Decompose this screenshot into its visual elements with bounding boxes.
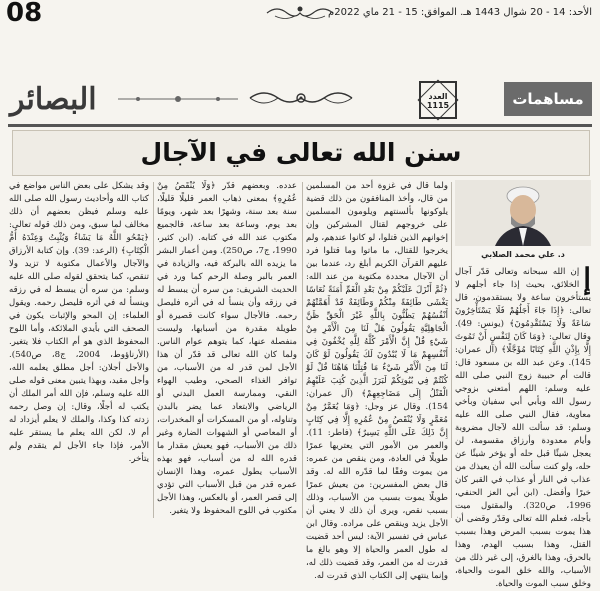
column-text: إن الله سبحانه وتعالى قدّر آجال الخلائق، بحيث إذا جاء أجلهم لا يستأخرون ساعة ولا يستقدمون، قال تعالى: ﴿إِذَا جَاءَ أَجَلُهُمْ فَلَا يَسْتَأْخِرُونَ سَاعَةً وَلَا يَسْتَقْدِمُونَ﴾ (يونس: 49). وقال تعالى: ﴿وَمَا كَانَ لِنَفْسٍ أَنْ تَمُوتَ إِلَّا بِإِذْنِ اللَّهِ كِتَابًا مُؤَجَّلًا﴾ (آل عمران: 145). وعن عبد الله بن مسعود قال: قالت أم حبيبة زوج النبي صلى الله عليه وسلم: اللهم أمتعني بزوجي رسول الله وبأبي أبي سفيان وبأخي معاوية، فقال النبي صلى الله عليه وسلم: قد سألت الله لآجال مضروبة وأيام معدودة وأرزاق مقسومة، لن يعجل شيئًا قبل حله أو يؤخر شيئًا عن حله، ولو كنت سألت الله أن يعيذك من عذاب في النار أو عذاب في القبر كان خيرًا وأفضل. (ابن أبي العز الحنفي، 1996، ص320). والمقتول ميت بأجله، فعلم الله تعالى وقدّر وقضى أن هذا يموت بسبب المرض وهذا بسبب القتل، وهذا بسبب الهدم، وهذا بالحرق، وهذا بالغرق، إلى غير ذلك من الأسباب، والله خلق الموت والحياة، وخلق سبب الموت والحياة. <box>455 267 591 589</box>
page-number: 08 <box>6 0 43 28</box>
issue-badge <box>414 80 462 120</box>
column-text: عدده. وبعضهم قدّر ﴿وَلَا يُنْقَصُ مِنْ عُمُرِهِ﴾ بمعنى ذهاب العمر قليلًا قليلًا، سنة بعد سنة، وشهرًا بعد شهر، ويومًا بعد يوم، وساعة بعد ساعة، فالجميع مكتوب عند الله في كتابه. (ابن كثير، 1990، ج7، ص250). ومن أعمار البشر ما يزيده الله بالبركة فيه، والزيادة في العمر بالبر وصلة الرحم كما ورد في الحديث الشريف: من سره أن يبسط له في رزقه وأن ينسأ له في أثره فليصل رحمه. فالأجال سواء كانت قصيرة أو طويلة مقدرة من أسبابها، وليست منفصلة عنها، كما يتوهم عوام الناس. ولما كان الله تعالى قد قدّر أن هذا الأجل لمن قدر له من الأسباب، من توافر الغذاء الصحي، وطيب الهواء النقي، وممارسة العمل البدني أو الرياضي والابتعاد عما يضر بالبدن وتناوله، أو من المسكرات أو المخدرات، أو المعاصي أو الشهوات الضارة وغير ذلك من الأسباب، فهو يعيش مقدار ما قدره الله له من أسباب، فهو بهذه الأسباب يطول عمره، وهذا الإنسان عمره قدر من قبل الأسباب التي تؤدي إلى قصر العمر، أو بالعكس، وهذا الأجل مكتوب في اللوح المحفوظ ولا يتغير. <box>157 181 297 516</box>
top-ornament-icon <box>265 4 335 22</box>
article-title: سنن الله تعالى في الآجال <box>140 138 462 167</box>
section-label: مساهمات <box>504 82 592 116</box>
article-column-4 <box>9 180 149 520</box>
article-column-2 <box>306 180 448 581</box>
column-divider <box>153 182 154 518</box>
headline-box <box>12 130 590 176</box>
center-ornament-icon <box>246 86 356 110</box>
column-text: ولما قال في غزوة أحد من المسلمين من قال، وأخذ المنافقون من ذلك قضية يلوكونها بألسنتهم ويلومون المسلمين على خروجهم لقتال المشركين وإن إخوانهم الذين قتلوا، لو كانوا عندهم، ولم يخرجوا للقتال، ما ماتوا وما قتلوا فرد عليهم القرآن الكريم أبلغ رد، عندما بين أن الآجال محددة مكتوبة من عند الله: ﴿ثُمَّ أَنْزَلَ عَلَيْكُمْ مِنْ بَعْدِ الْغَمِّ أَمَنَةً نُعَاسًا يَغْشَى طَائِفَةً مِنْكُمْ وَطَائِفَةٌ قَدْ أَهَمَّتْهُمْ أَنْفُسُهُمْ يَظُنُّونَ بِاللَّهِ غَيْرَ الْحَقِّ ظَنَّ الْجَاهِلِيَّةِ يَقُولُونَ هَلْ لَنَا مِنَ الْأَمْرِ مِنْ شَيْءٍ قُلْ إِنَّ الْأَمْرَ كُلَّهُ لِلَّهِ يُخْفُونَ فِي أَنْفُسِهِمْ مَا لَا يُبْدُونَ لَكَ يَقُولُونَ لَوْ كَانَ لَنَا مِنَ الْأَمْرِ شَيْءٌ مَا قُتِلْنَا هَاهُنَا قُلْ لَوْ كُنْتُمْ فِي بُيُوتِكُمْ لَبَرَزَ الَّذِينَ كُتِبَ عَلَيْهِمُ الْقَتْلُ إِلَى مَضَاجِعِهِمْ﴾ (آل عمران: 154). وقال عز وجل: ﴿وَمَا يُعَمَّرُ مِنْ مُعَمَّرٍ وَلَا يُنْقَصُ مِنْ عُمُرِهِ إِلَّا فِي كِتَابٍ إِنَّ ذَلِكَ عَلَى اللَّهِ يَسِيرٌ﴾ (فاطر: 11). والعمر من الأمور التي يعتريها عمرًا طويلًا في العادة، ومن ينقص من عمره: من يموت وفقًا لما قدّره الله له. وقد قال بعض المفسرين: من يعيش عمرًا طويلًا يموت بسبب من الأسباب، وذلك بسبب نقص، ويرى أن ذلك لا يعني أن الأجل يزيد وينقص على مراده. وقال ابن عباس في تفسير الآية: ليس أحد قضيت له طول العمر والحياة إلا وهو بالغ ما قدرت له من العمر، وقد قضيت ذلك له، وإنما ينتهي إلى الكتاب الذي قدرت له. <box>306 181 448 581</box>
author-photo <box>455 180 591 246</box>
drop-cap: إ <box>583 262 591 295</box>
publication-logo: البصائر <box>10 82 97 117</box>
article-column-3 <box>157 180 297 520</box>
top-bar <box>0 0 600 30</box>
issue-label: العدد <box>428 92 448 101</box>
issue-number: 1115 <box>426 101 450 110</box>
column-text: وقد يشكل على بعض الناس مواضع في كتاب الله وأحاديث رسول الله صلى الله عليه وسلم فيظن بعضهم أن ذلك مخالف لما سبق، ومن ذلك قوله تعالى: ﴿يَمْحُو اللَّهُ مَا يَشَاءُ وَيُثْبِتُ وَعِنْدَهُ أُمُّ الْكِتَابِ﴾ (الرعد: 39). وإن كتابة الأرزاق والآجال والأعمال مكتوبة لا تزيد ولا تنقص، كما يتحقق لقوله صلى الله عليه وسلم: من سره أن يبسط له في رزقه وينسأ له في أثره فليصل رحمه. ويقول العلماء: إن المحو والإثبات يكون في الصحف التي بأيدي الملائكة، وأما اللوح المحفوظ الذي هو أم الكتاب فلا يتغير. (الأرناؤوط، 2004، ج8، ص540). والأجل أجلان: أجل مطلق يعلمه الله، وأجل مقيد، وبهذا يتبين معنى قوله صلى الله عليه وسلم، فإن الله أمر الملك أن يكتب له أجلًا، وقال: إن وصل رحمه زدته كذا وكذا، والملك لا يعلم أيزداد له أم لا، لكن الله يعلم ما يستقر عليه الأمر، فإذا جاء الأجل لم يتقدم ولم يتأخر. <box>9 181 149 464</box>
logo-ornament-icon <box>118 92 238 106</box>
article-column-1 <box>455 180 591 589</box>
author-name: د. علي محمد الصلابي <box>481 250 565 259</box>
dateline: الأحد: 14 - 20 شوال 1443 هـ. الموافق: 15 - 21 ماي 2022م <box>328 7 592 18</box>
masthead-rule <box>8 124 592 127</box>
column-divider <box>302 182 303 518</box>
column-divider <box>451 182 452 518</box>
